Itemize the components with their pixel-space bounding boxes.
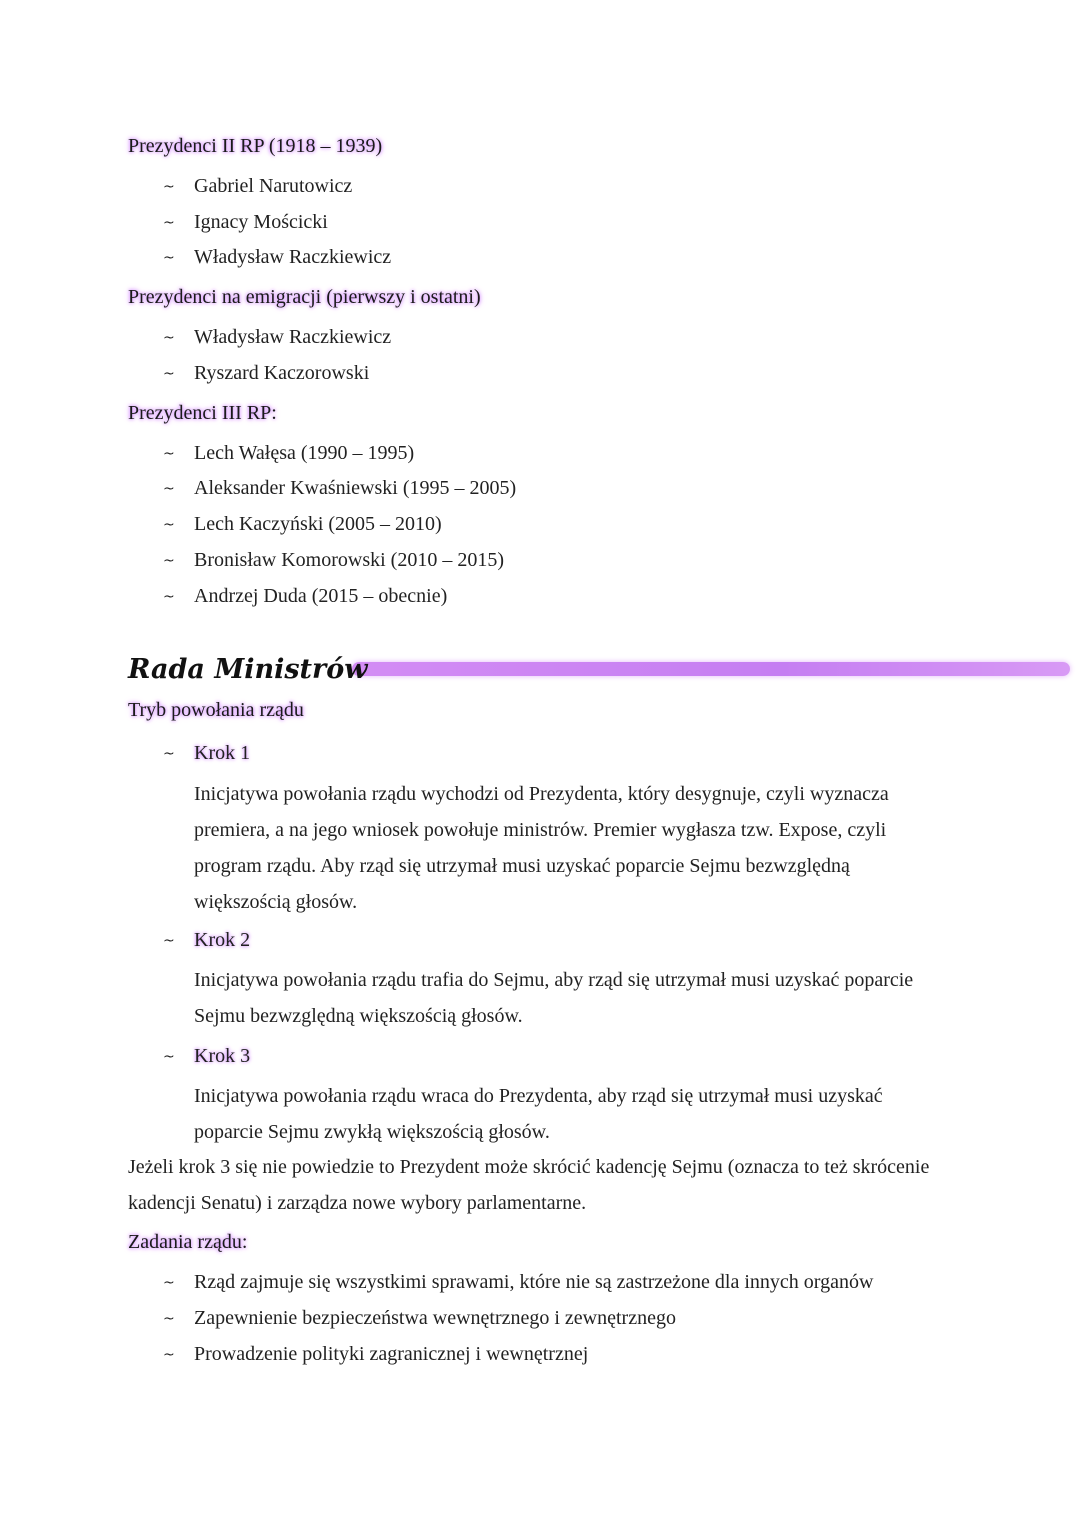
heading-tasks: Zadania rządu: (128, 1231, 248, 1253)
tilde-bullet-icon: ~ (163, 1347, 175, 1363)
tilde-bullet-icon: ~ (163, 250, 175, 266)
tilde-bullet-icon: ~ (163, 746, 175, 762)
list-item: ~ Gabriel Narutowicz (163, 172, 352, 201)
tilde-bullet-icon: ~ (163, 1311, 175, 1327)
tilde-bullet-icon: ~ (163, 446, 175, 462)
title-highlight-bar (352, 662, 1070, 676)
tilde-bullet-icon: ~ (163, 517, 175, 533)
tilde-bullet-icon: ~ (163, 1275, 175, 1291)
list-item: ~ Władysław Raczkiewicz (163, 243, 391, 272)
list-item: ~ Rząd zajmuje się wszystkimi sprawami, które nie są zastrzeżone dla innych organów (163, 1268, 873, 1297)
step-text-3: Inicjatywa powołania rządu wraca do Prezydenta, aby rząd się utrzymał musi uzyskać poparcie Sejmu zwykłą większością głosów. (194, 1085, 883, 1143)
step-heading-3: ~ Krok 3 (163, 1042, 250, 1071)
heading-presidents-2rp: Prezydenci II RP (1918 – 1939) (128, 135, 383, 157)
list-item: ~ Lech Wałęsa (1990 – 1995) (163, 439, 414, 468)
tilde-bullet-icon: ~ (163, 179, 175, 195)
tilde-bullet-icon: ~ (163, 589, 175, 605)
step-text-2: Inicjatywa powołania rządu trafia do Sejmu, aby rząd się utrzymał musi uzyskać poparcie Sejmu bezwzględną większością głosów. (194, 969, 914, 1027)
heading-presidents-exile: Prezydenci na emigracji (pierwszy i ostatni) (128, 286, 481, 308)
section-title-rada-ministrow: Rada Ministrów (128, 654, 368, 685)
tilde-bullet-icon: ~ (163, 481, 175, 497)
list-item: ~ Prowadzenie polityki zagranicznej i wewnętrznej (163, 1340, 588, 1369)
list-item: ~ Lech Kaczyński (2005 – 2010) (163, 510, 442, 539)
list-item: ~ Andrzej Duda (2015 – obecnie) (163, 582, 447, 611)
step-heading-2: ~ Krok 2 (163, 926, 250, 955)
tilde-bullet-icon: ~ (163, 553, 175, 569)
list-item: ~ Bronisław Komorowski (2010 – 2015) (163, 546, 504, 575)
tilde-bullet-icon: ~ (163, 330, 175, 346)
tilde-bullet-icon: ~ (163, 366, 175, 382)
heading-procedure: Tryb powołania rządu (128, 699, 304, 721)
step-heading-1: ~ Krok 1 (163, 739, 250, 768)
note-paragraph: Jeżeli krok 3 się nie powiedzie to Prezydent może skrócić kadencję Sejmu (oznacza to też skrócenie kadencji Senatu) i zarządza nowe wybory parlamentarne. (128, 1156, 930, 1214)
list-item: ~ Ryszard Kaczorowski (163, 359, 369, 388)
list-item: ~ Aleksander Kwaśniewski (1995 – 2005) (163, 474, 516, 503)
list-item: ~ Władysław Raczkiewicz (163, 323, 391, 352)
tilde-bullet-icon: ~ (163, 215, 175, 231)
heading-presidents-3rp: Prezydenci III RP: (128, 402, 277, 424)
step-text-1: Inicjatywa powołania rządu wychodzi od Prezydenta, który desygnuje, czyli wyznacza premiera, a na jego wniosek powołuje ministrów. Premier wygłasza tzw. Expose, czyli program rządu. Aby rząd się utrzymał musi uzyskać poparcie Sejmu bezwzględną większością głosów. (194, 783, 889, 913)
tilde-bullet-icon: ~ (163, 933, 175, 949)
tilde-bullet-icon: ~ (163, 1049, 175, 1065)
list-item: ~ Zapewnienie bezpieczeństwa wewnętrznego i zewnętrznego (163, 1304, 676, 1333)
list-item: ~ Ignacy Mościcki (163, 208, 328, 237)
